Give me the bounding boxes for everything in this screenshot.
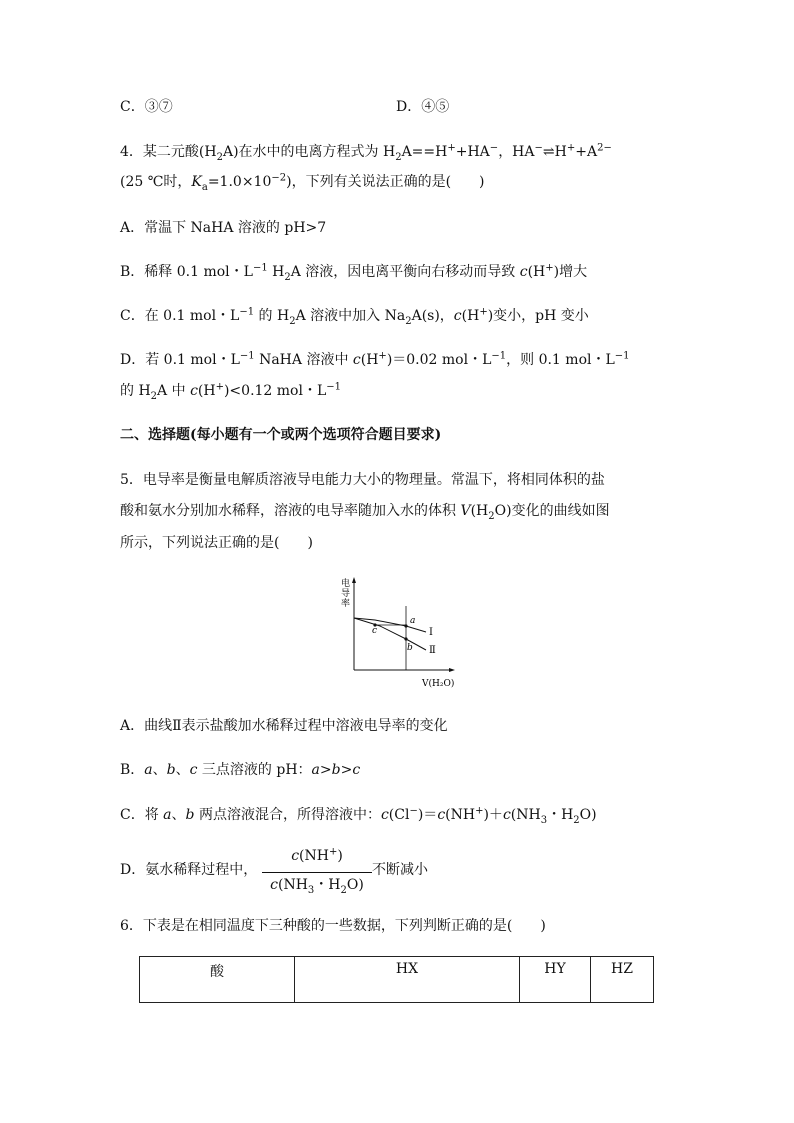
y-arrow-icon	[352, 577, 356, 583]
reversible-arrow-icon: ⇌	[542, 144, 555, 160]
label-a: a	[410, 616, 416, 626]
q5-option-a: A．曲线Ⅱ表示盐酸加水稀释过程中溶液电导率的变化	[120, 718, 448, 734]
q5-option-b: B．a、b、c 三点溶液的 pH：a>b>c	[120, 762, 361, 778]
label-curve-one: Ⅰ	[429, 627, 433, 638]
q5-option-c: C．将 a、b 两点溶液混合，所得溶液中：$c(Cl^-)=c(NH^+)+c(NH_3$・$H_2O$)	[120, 805, 597, 826]
figure-ylabel-2: 导	[341, 589, 351, 599]
figure-xlabel: V(H₂O)	[422, 679, 455, 689]
point-a	[404, 624, 407, 627]
x-arrow-icon	[449, 668, 455, 672]
q3-option-d: D．④⑤	[396, 99, 450, 115]
label-c: c	[372, 626, 378, 636]
q6-stem: 6．下表是在相同温度下三种酸的一些数据，下列判断正确的是( )	[120, 918, 546, 934]
fraction-bar	[262, 872, 372, 873]
q4-option-a: A．常温下 NaHA 溶液的 pH>7	[120, 220, 327, 236]
table-header-cell: HX	[295, 957, 520, 1003]
q4-option-b: B．稀释 0.1 mol・$L^{-1}$ $H_2A$ 溶液，因电离平衡向右移动而导致 c(H+)增大	[120, 262, 588, 283]
q4-option-d-line2: 的 $H_2A$ 中 c(H+)<0.12 mol・$L^{-1}$	[120, 381, 342, 402]
label-b: b	[407, 643, 413, 653]
q4-option-d-line1: D．若 0.1 mol・$L^{-1}$ NaHA 溶液中 c(H+)＝0.02 mol・$L^{-1}$，则 0.1 mol・$L^{-1}$	[120, 350, 630, 368]
q3-option-c: C．③⑦	[120, 99, 173, 115]
section-heading: 二、选择题(每小题有一个或两个选项符合题目要求)	[120, 427, 442, 443]
conductivity-figure	[340, 574, 470, 692]
fraction-denominator: $c(NH_3$・$H_2O$)	[270, 877, 364, 896]
q5-option-d-fraction	[262, 848, 372, 894]
acid-data-table	[139, 956, 654, 1003]
q5-stem-line3: 所示，下列说法正确的是( )	[120, 535, 313, 551]
q5-stem-line2: 酸和氨水分别加水稀释，溶液的电导率随加入水的体积 $V(H_2O)$变化的曲线如图	[120, 503, 610, 522]
point-b	[404, 637, 407, 640]
q5-option-d-prefix: D．氨水稀释过程中，	[120, 862, 258, 878]
q4-stem-line1: 4．某二元酸$(H_2A)$在水中的电离方程式为 $H_2A==H^++HA^-$，$HA^-\rightleftharpoons H^++A^{2-}$	[120, 142, 612, 163]
table-header-cell: HY	[520, 957, 591, 1003]
q5-stem-line1: 5．电导率是衡量电解质溶液导电能力大小的物理量。常温下，将相同体积的盐	[120, 472, 605, 488]
figure-ylabel-3: 率	[341, 599, 351, 609]
table-header-cell: 酸	[140, 957, 295, 1003]
table-header-cell: HZ	[591, 957, 654, 1003]
fraction-numerator: c(NH+)	[291, 846, 343, 864]
q4-stem-line2: (25 ℃时，$K_a=1.0\times 10^{-2}$)，下列有关说法正确的是( )	[120, 172, 485, 193]
figure-ylabel-1: 电	[341, 579, 351, 589]
label-curve-two: Ⅱ	[429, 645, 436, 656]
q4-option-c: C．在 0.1 mol・$L^{-1}$ 的 $H_2A$ 溶液中加入 $Na_2A(s)$，c(H+)变小，pH 变小	[120, 306, 589, 327]
q5-option-d-suffix: 不断减小	[372, 862, 428, 878]
table-header-row	[140, 957, 654, 1003]
